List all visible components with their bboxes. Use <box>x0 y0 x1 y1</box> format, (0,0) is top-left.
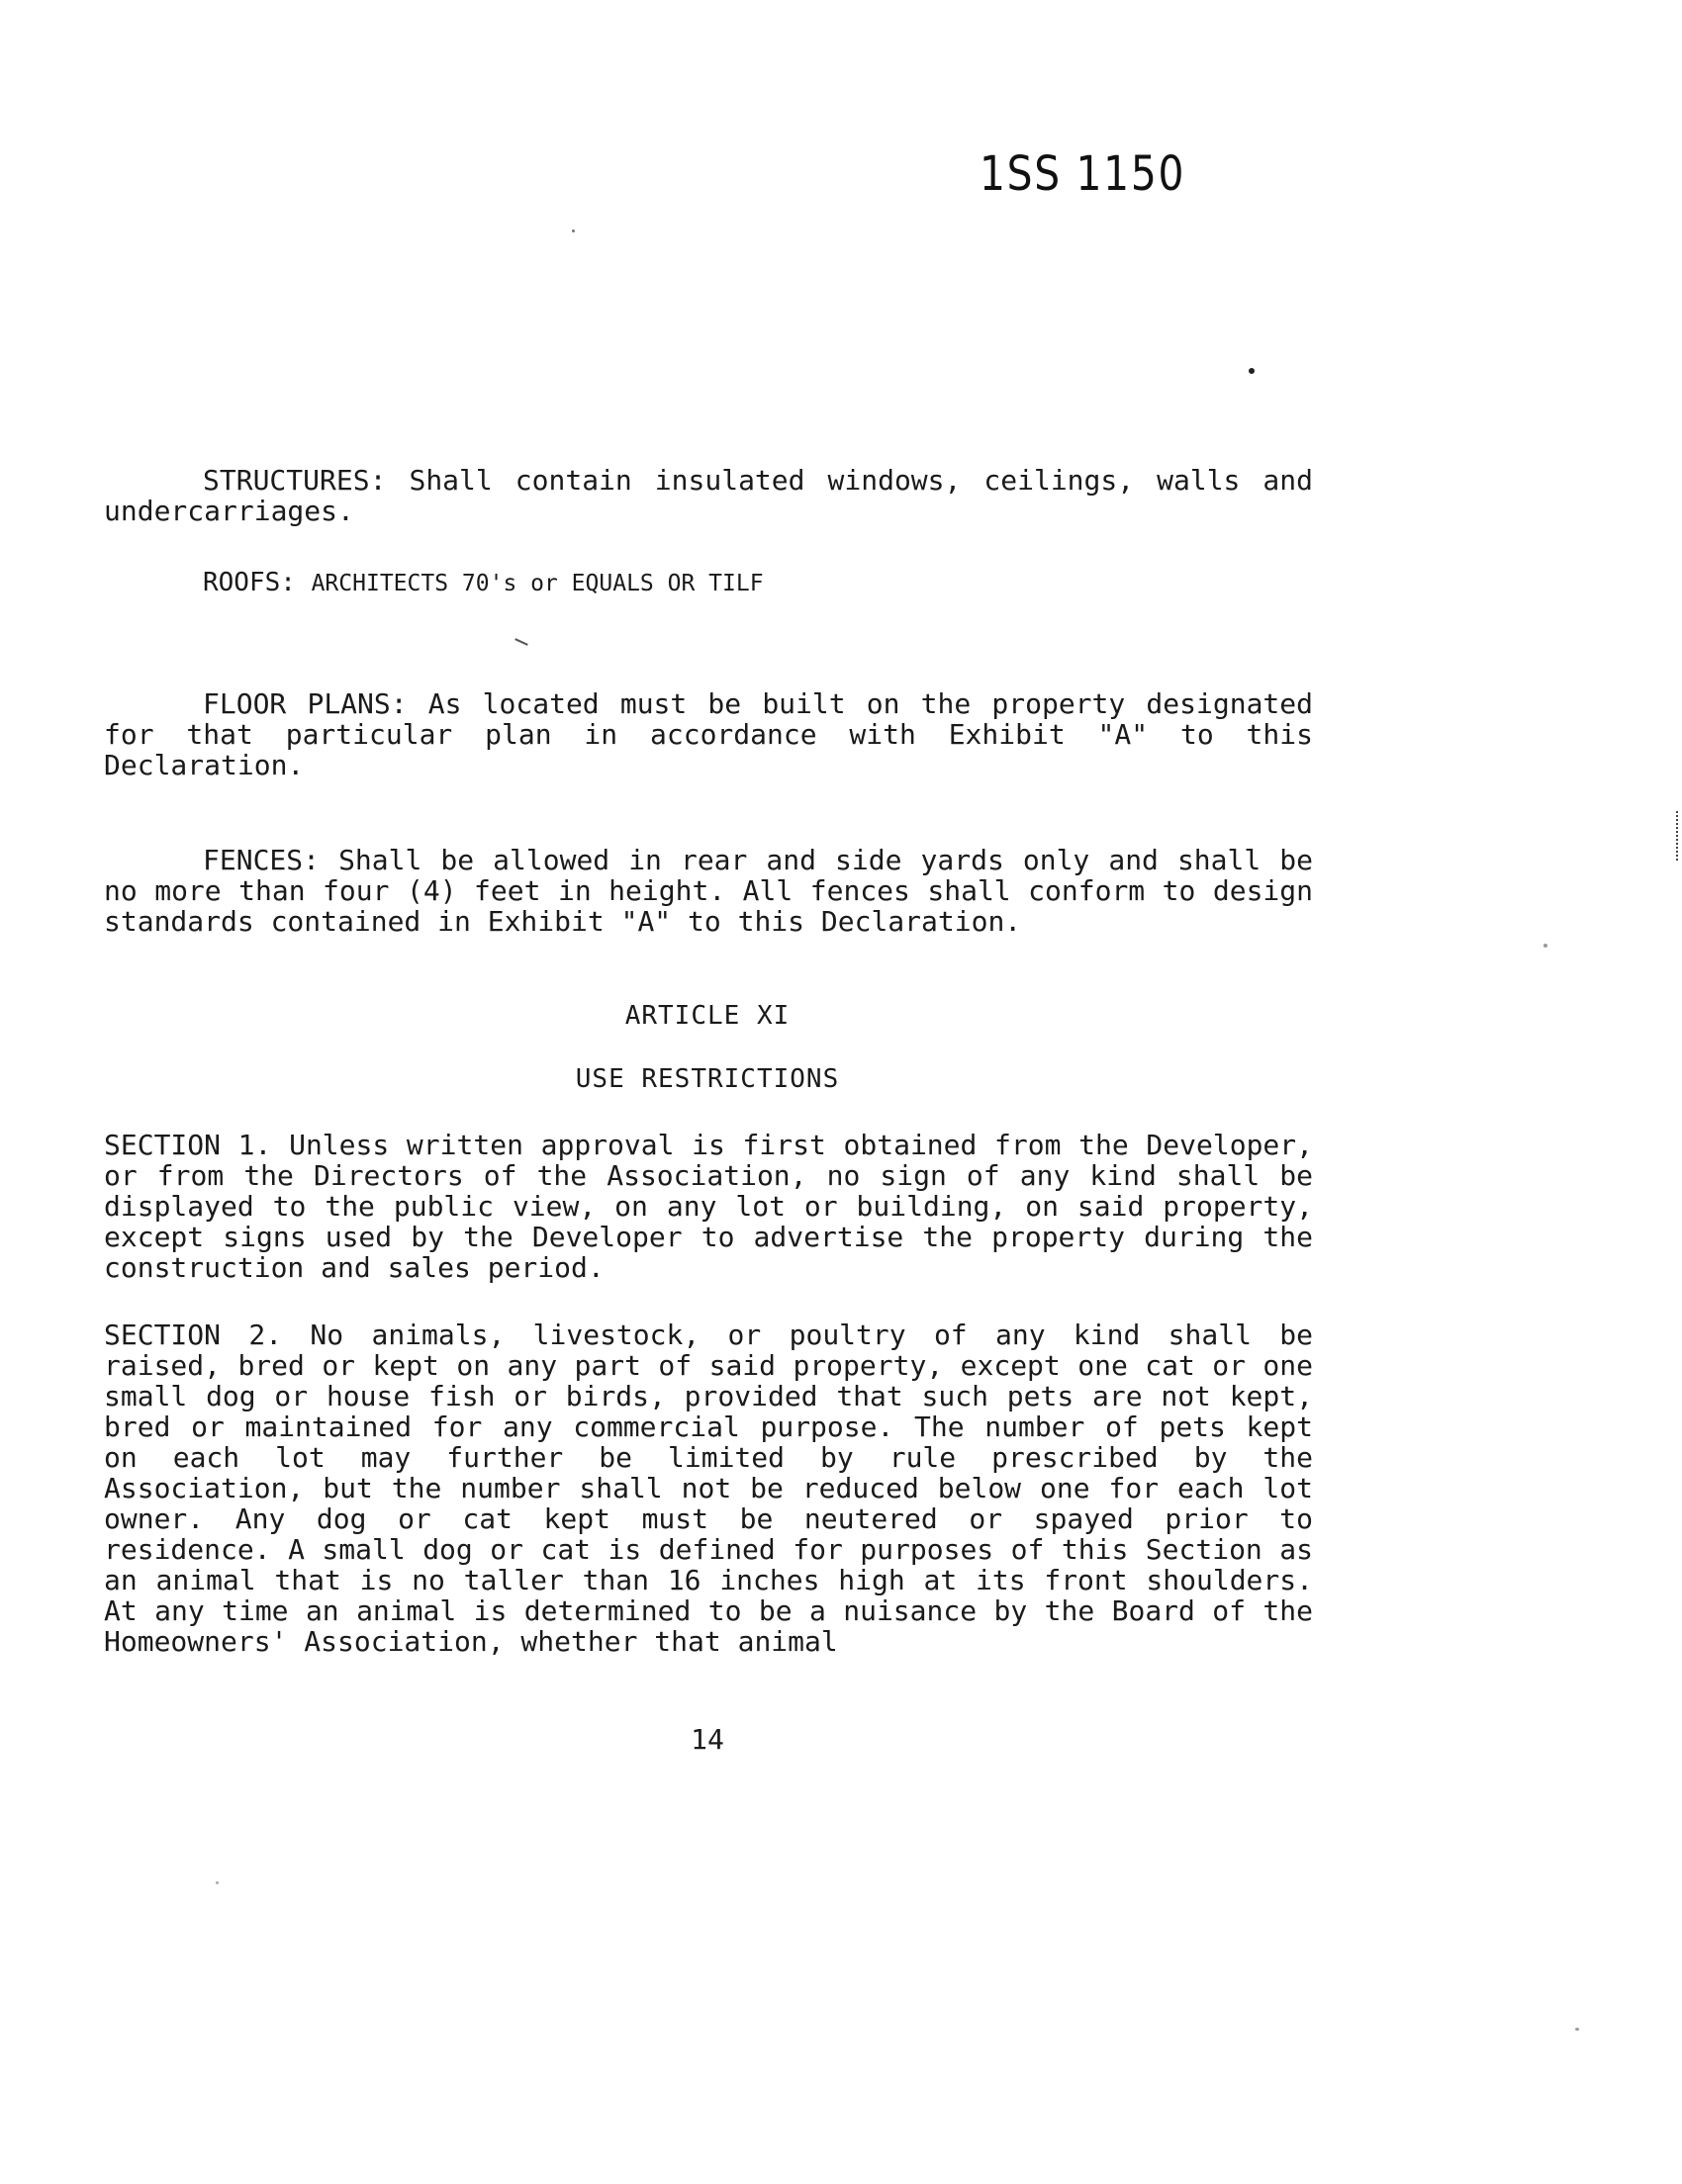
section-1-text: Unless written approval is first obtained from the Developer, or from the Directors of the Association, no sign of any kind shall be displayed to the public view, on any lot or building, on said property, except signs used by the Developer to advertise the property during the construction and sales period. <box>104 1129 1313 1284</box>
article-title: USE RESTRICTIONS <box>575 1064 840 1094</box>
structures-paragraph <box>104 465 1313 526</box>
section-2-text: No animals, livestock, or poultry of any kind shall be raised, bred or kept on any part of said property, except one cat or one small dog or house fish or birds, provided that such pets are not kept, bred or maintained for any commercial purpose. The number of pets kept on each lot may further be limited by rule prescribed by the Association, but the number shall not be reduced below one for each lot owner. Any dog or cat kept must be neutered or spayed prior to residence. A small dog or cat is defined for purposes of this Section as an animal that is no taller than 16 inches high at its front shoulders. At any time an animal is determined to be a nuisance by the Board of the Homeowners' Association, whether that animal <box>104 1319 1314 1658</box>
scan-speck <box>572 229 575 232</box>
section-1-paragraph <box>104 1130 1313 1283</box>
scan-mark <box>514 638 528 646</box>
article-number: ARTICLE XI <box>624 1001 791 1031</box>
roofs-text: ARCHITECTS 70's or EQUALS OR TILF <box>311 571 764 596</box>
floor-plans-paragraph <box>104 688 1313 780</box>
fences-label: FENCES: <box>203 844 321 876</box>
scan-speck <box>1543 944 1547 948</box>
book-page-stamp: 1SS 1150 <box>980 146 1186 202</box>
floor-plans-text: As located must be built on the property designated for that particular plan in accordance with Exhibit "A" to this Declaration. <box>104 687 1313 781</box>
fences-paragraph <box>104 845 1313 937</box>
scan-speck <box>1249 368 1255 374</box>
structures-label: STRUCTURES: <box>203 464 387 497</box>
section-1-label: SECTION 1. <box>104 1129 272 1161</box>
section-2-label: SECTION 2. <box>104 1319 283 1351</box>
scan-speck <box>216 1881 219 1884</box>
page-number: 14 <box>691 1723 724 1756</box>
scan-speck <box>1575 2028 1579 2031</box>
structures-text: Shall contain insulated windows, ceilings, walls and undercarriages. <box>104 464 1314 527</box>
fences-text: Shall be allowed in rear and side yards only and shall be no more than four (4) feet in height. All fences shall conform to design standards contained in Exhibit "A" to this Declaration. <box>104 844 1313 938</box>
roofs-paragraph <box>203 568 764 597</box>
floor-plans-label: FLOOR PLANS: <box>203 687 408 720</box>
section-2-paragraph <box>104 1320 1313 1657</box>
roofs-label: ROOFS: <box>203 568 296 597</box>
scan-edge-mark <box>1676 811 1678 861</box>
